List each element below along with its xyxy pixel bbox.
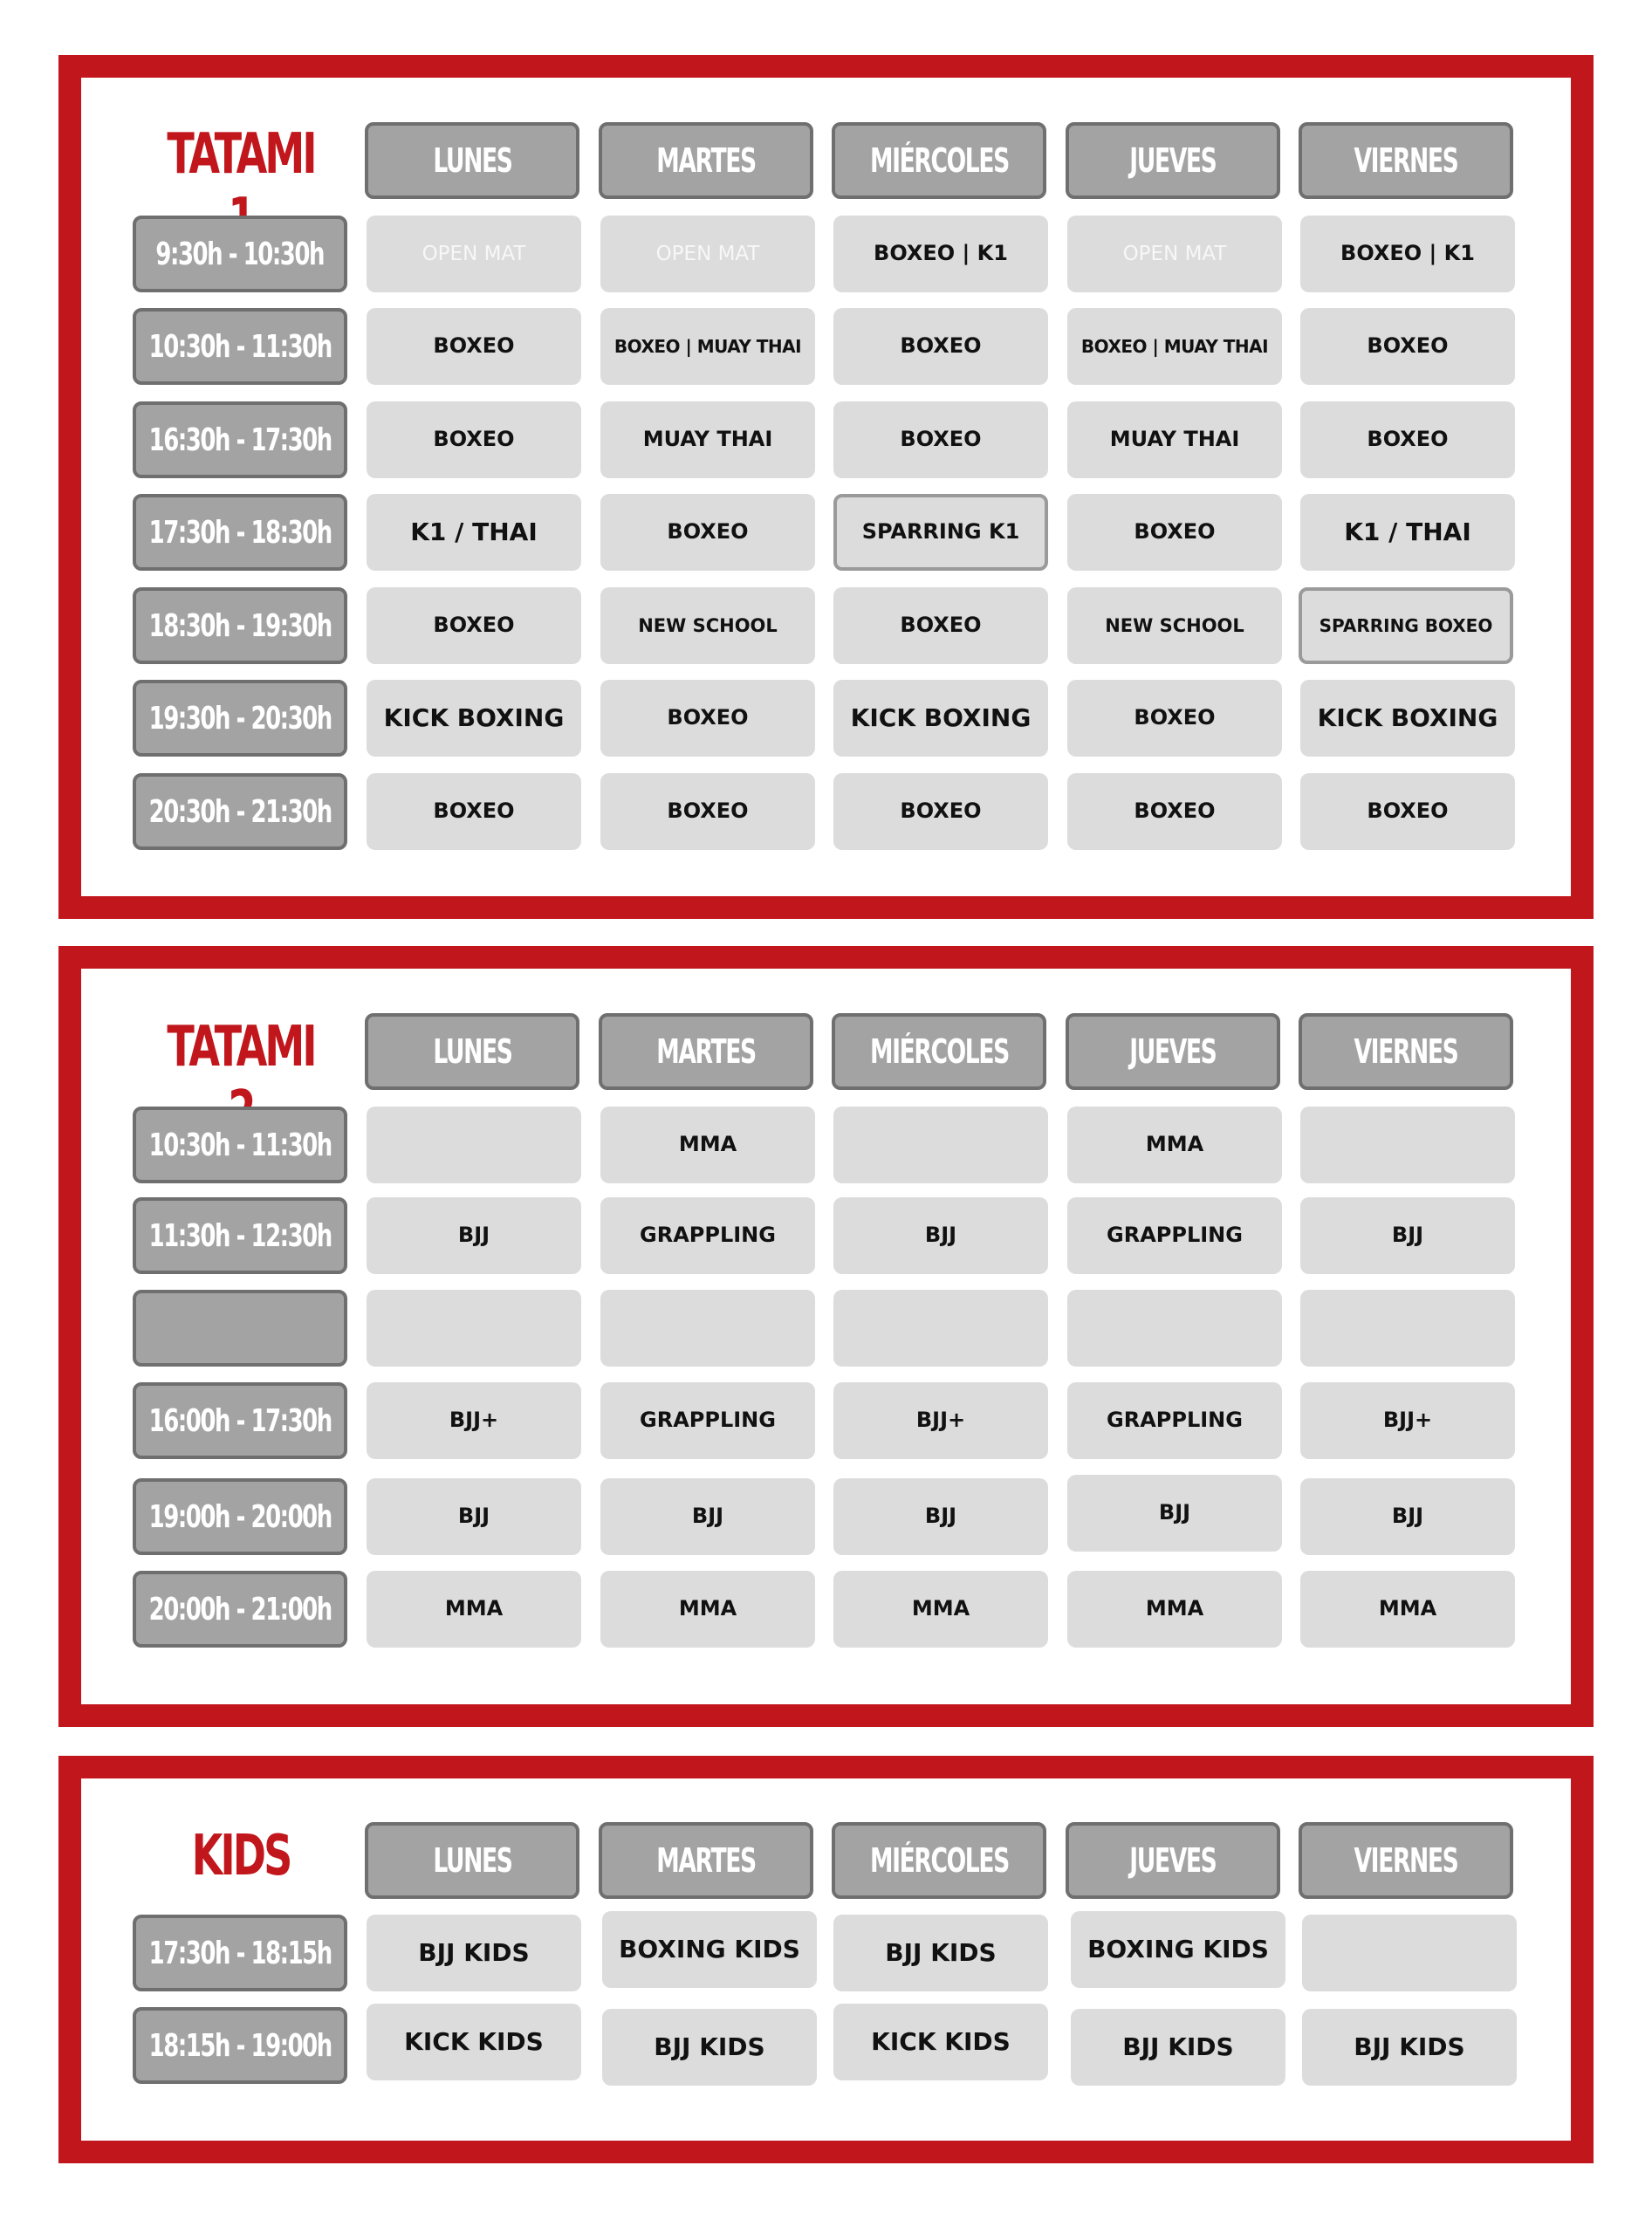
class-cell: SPARRING BOXEO [1299,587,1513,664]
class-cell: MMA [833,1571,1048,1648]
class-cell [833,1290,1048,1367]
kids-title: KIDS [191,1824,291,1888]
class-cell: BOXEO [1300,308,1515,385]
class-cell [600,587,815,664]
time-slot: 20:30h - 21:30h [133,773,347,850]
class-cell: BOXING KIDS [602,1911,817,1988]
class-cell: BJJ+ [833,1382,1048,1459]
class-cell: BOXEO [600,680,815,757]
class-cell [367,1290,581,1367]
kids-day-header: VIERNES [1299,1822,1513,1899]
class-cell: OPEN MAT [1067,216,1282,292]
class-cell [367,1107,581,1183]
time-slot: 16:00h - 17:30h [133,1382,347,1459]
tatami2-day-header: MIÉRCOLES [832,1013,1046,1090]
class-cell: MMA [367,1571,581,1648]
new-school-label: NEW SCHOOL [638,614,778,636]
class-cell: BJJ KIDS [602,2009,817,2086]
time-slot: 10:30h - 11:30h [133,308,347,385]
class-cell: BOXEO [1067,773,1282,850]
class-cell: KICK KIDS [367,2004,581,2080]
class-cell: BJJ+ [1300,1382,1515,1459]
class-cell: SPARRING K1 [833,494,1048,571]
time-slot: 9:30h - 10:30h [133,216,347,292]
class-cell: BOXEO [367,308,581,385]
class-cell: BOXEO [1300,773,1515,850]
class-cell [1302,1915,1517,1991]
tatami2-title: TATAMI [167,1015,315,1079]
time-slot: 17:30h - 18:15h [133,1915,347,1991]
class-cell: BOXEO | K1 [833,216,1048,292]
kids-day-header: JUEVES [1066,1822,1280,1899]
class-cell: MMA [1067,1571,1282,1648]
class-cell: BOXEO [1300,401,1515,478]
class-cell: BJJ [833,1478,1048,1555]
class-cell [1067,587,1282,664]
class-cell: K1 / THAI [367,494,581,571]
class-cell: BOXEO | MUAY THAI [600,308,815,385]
tatami2-day-header: VIERNES [1299,1013,1513,1090]
class-cell: BOXEO [367,587,581,664]
class-cell: BOXEO [833,773,1048,850]
class-cell: GRAPPLING [1067,1382,1282,1459]
tatami2-day-header: JUEVES [1066,1013,1280,1090]
class-cell: OPEN MAT [367,216,581,292]
class-cell: BOXEO [367,773,581,850]
time-slot: 17:30h - 18:30h [133,494,347,571]
class-cell: BOXEO [1067,494,1282,571]
tatami1-day-header: MARTES [599,122,813,199]
class-cell: KICK BOXING [367,680,581,757]
class-cell: BOXEO [1067,680,1282,757]
class-cell: BOXEO [833,401,1048,478]
class-cell: BJJ KIDS [1302,2009,1517,2086]
tatami1-day-header: JUEVES [1066,122,1280,199]
class-cell: BOXEO | K1 [1300,216,1515,292]
tatami2-day-header: LUNES [365,1013,579,1090]
class-cell: BOXEO | MUAY THAI [1067,308,1282,385]
time-slot: 18:15h - 19:00h [133,2007,347,2084]
time-slot: 16:30h - 17:30h [133,401,347,478]
class-cell: MMA [1067,1107,1282,1183]
class-cell: KICK BOXING [1300,680,1515,757]
class-cell: OPEN MAT [600,216,815,292]
class-cell: KICK KIDS [833,2004,1048,2080]
class-cell: BJJ [367,1197,581,1274]
class-cell: K1 / THAI [1300,494,1515,571]
class-cell: BJJ KIDS [1071,2009,1285,2086]
class-cell: MUAY THAI [1067,401,1282,478]
class-cell: MMA [600,1107,815,1183]
class-cell: MMA [1300,1571,1515,1648]
class-cell [600,1290,815,1367]
class-cell: BJJ [1300,1478,1515,1555]
class-cell: GRAPPLING [600,1197,815,1274]
time-slot: 20:00h - 21:00h [133,1571,347,1648]
new-school-label: NEW SCHOOL [1105,614,1244,636]
tatami1-title: TATAMI [167,122,315,187]
class-cell: MUAY THAI [600,401,815,478]
class-cell: MMA [600,1571,815,1648]
class-cell: GRAPPLING [1067,1197,1282,1274]
class-cell: BJJ [833,1197,1048,1274]
kids-day-header: MARTES [599,1822,813,1899]
class-cell [1300,1107,1515,1183]
time-slot: 18:30h - 19:30h [133,587,347,664]
class-cell: BOXEO [600,773,815,850]
class-cell: BJJ [600,1478,815,1555]
class-cell: BJJ+ [367,1382,581,1459]
class-cell: BOXEO [833,308,1048,385]
class-cell: GRAPPLING [600,1382,815,1459]
time-slot [133,1290,347,1367]
time-slot: 10:30h - 11:30h [133,1107,347,1183]
tatami1-day-header: VIERNES [1299,122,1513,199]
time-slot: 19:00h - 20:00h [133,1478,347,1555]
class-cell: BJJ KIDS [367,1915,581,1991]
tatami1-day-header: LUNES [365,122,579,199]
kids-day-header: MIÉRCOLES [832,1822,1046,1899]
tatami2-day-header: MARTES [599,1013,813,1090]
class-cell: BJJ [1300,1197,1515,1274]
class-cell: BOXEO [367,401,581,478]
time-slot: 19:30h - 20:30h [133,680,347,757]
class-cell: BOXEO [833,587,1048,664]
class-cell: BJJ KIDS [833,1915,1048,1991]
class-cell [1067,1290,1282,1367]
class-cell: BOXING KIDS [1071,1911,1285,1988]
class-cell: BJJ [1067,1475,1282,1552]
class-cell [1300,1290,1515,1367]
time-slot: 11:30h - 12:30h [133,1197,347,1274]
class-cell [833,1107,1048,1183]
kids-day-header: LUNES [365,1822,579,1899]
class-cell: KICK BOXING [833,680,1048,757]
tatami1-day-header: MIÉRCOLES [832,122,1046,199]
class-cell: BOXEO [600,494,815,571]
class-cell: BJJ [367,1478,581,1555]
